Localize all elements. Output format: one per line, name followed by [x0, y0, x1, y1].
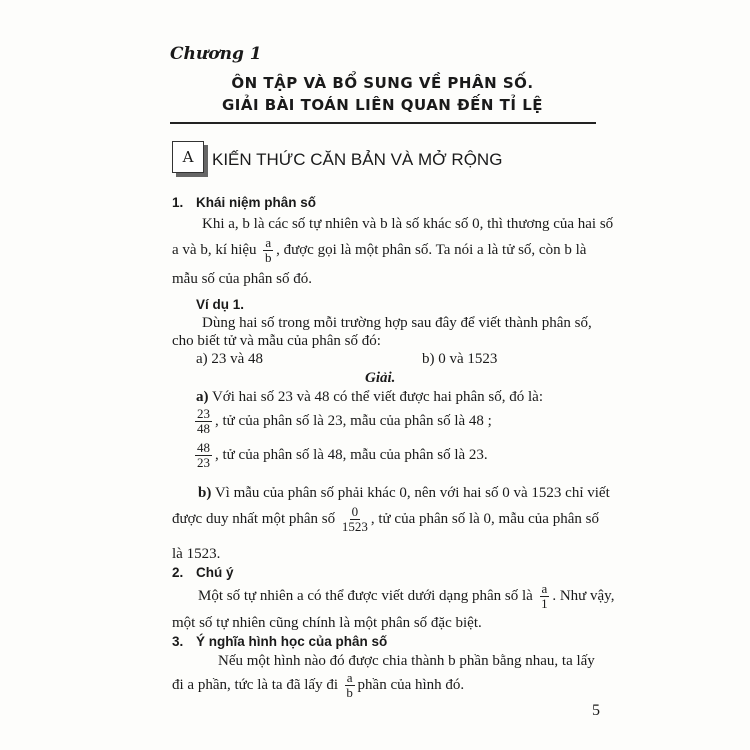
chapter-title-line2: GIẢI BÀI TOÁN LIÊN QUAN ĐẾN TỈ LỆ [221, 96, 544, 114]
solution-a-fraction2 [192, 441, 488, 470]
text: Với hai số 23 và 48 có thể viết được hai phân số, đó là: [208, 389, 543, 405]
chapter-label: Chương 1 [170, 44, 262, 64]
fraction-a-b [263, 236, 273, 265]
text: . Như vậy, [552, 587, 615, 604]
fraction-0-1523 [342, 505, 368, 534]
example-case-a: a) 23 và 48 [196, 351, 264, 367]
text: Một số tự nhiên a có thể được viết dưới dạng phân số là [198, 587, 533, 604]
fraction-a-1 [540, 582, 550, 611]
fraction-23-48 [195, 407, 212, 436]
s2-title: Chú ý [196, 565, 234, 580]
section-letter-box: A [172, 141, 204, 173]
numerator: a [346, 670, 353, 685]
example-line1: Dùng hai số trong mỗi trường hợp sau đây để viết thành phân số, [202, 315, 592, 331]
example-label: Ví dụ 1. [196, 297, 245, 312]
text: Vì mẫu của phân số phải khác 0, nên với hai số 0 và 1523 chỉ viết [211, 485, 610, 501]
solution-b-line1 [198, 484, 610, 502]
numerator: a [541, 581, 548, 596]
s1-paragraph-line2 [172, 236, 586, 265]
solution-b-line2 [172, 505, 599, 534]
denominator: 48 [197, 421, 210, 436]
s1-paragraph-line3: mẫu số của phân số đó. [172, 271, 312, 287]
solution-a-fraction1 [192, 407, 492, 436]
text: , tử của phân số là 23, mẫu của phân số là 48 ; [215, 412, 492, 429]
text: đi a phần, tức là ta đã lấy đi [172, 676, 338, 693]
text: được duy nhất một phân số [172, 510, 336, 527]
label: b) [198, 485, 212, 501]
s2-paragraph-line1 [198, 582, 614, 611]
s3-paragraph-line2 [172, 671, 464, 700]
numerator: a [265, 235, 272, 250]
text: , được gọi là một phân số. Ta nói a là tử số, còn b là [276, 241, 587, 258]
fraction-a-b [345, 671, 355, 700]
denominator: 23 [197, 455, 210, 470]
fraction-48-23 [195, 441, 212, 470]
denominator: b [264, 250, 272, 265]
solution-a [196, 388, 543, 406]
text: , tử của phân số là 48, mẫu của phân số là 23. [215, 446, 488, 463]
s3-title: Ý nghĩa hình học của phân số [196, 634, 388, 649]
denominator: b [346, 685, 353, 700]
s3-number: 3. [172, 634, 184, 649]
example-line2: cho biết tử và mẫu của phân số đó: [172, 333, 381, 349]
s1-number: 1. [172, 195, 184, 210]
denominator: 1523 [341, 519, 368, 534]
s1-paragraph-line1: Khi a, b là các số tự nhiên và b là số khác số 0, thì thương của hai số [202, 216, 614, 232]
title-divider [170, 122, 596, 124]
text: a và b, kí hiệu [172, 241, 257, 258]
label: a) [196, 389, 209, 405]
solution-b-line3: là 1523. [172, 546, 221, 562]
s2-paragraph-line2: một số tự nhiên cũng chính là một phân số đặc biệt. [172, 615, 482, 631]
numerator: 23 [197, 406, 210, 421]
solution-heading: Giải. [365, 370, 396, 386]
s3-paragraph-line1: Nếu một hình nào đó được chia thành b phần bằng nhau, ta lấy [218, 653, 595, 669]
text: phần của hình đó. [357, 676, 465, 693]
denominator: 1 [541, 596, 548, 611]
numerator: 0 [351, 504, 359, 519]
text: , tử của phân số là 0, mẫu của phân số [370, 510, 599, 527]
s2-number: 2. [172, 565, 184, 580]
s1-title: Khái niệm phân số [196, 195, 317, 210]
page-number: 5 [592, 702, 600, 719]
example-case-b: b) 0 và 1523 [422, 351, 498, 367]
section-heading: KIẾN THỨC CĂN BẢN VÀ MỞ RỘNG [212, 150, 503, 169]
chapter-title-line1: ÔN TẬP VÀ BỔ SUNG VỀ PHÂN SỐ. [231, 74, 534, 92]
numerator: 48 [197, 440, 210, 455]
